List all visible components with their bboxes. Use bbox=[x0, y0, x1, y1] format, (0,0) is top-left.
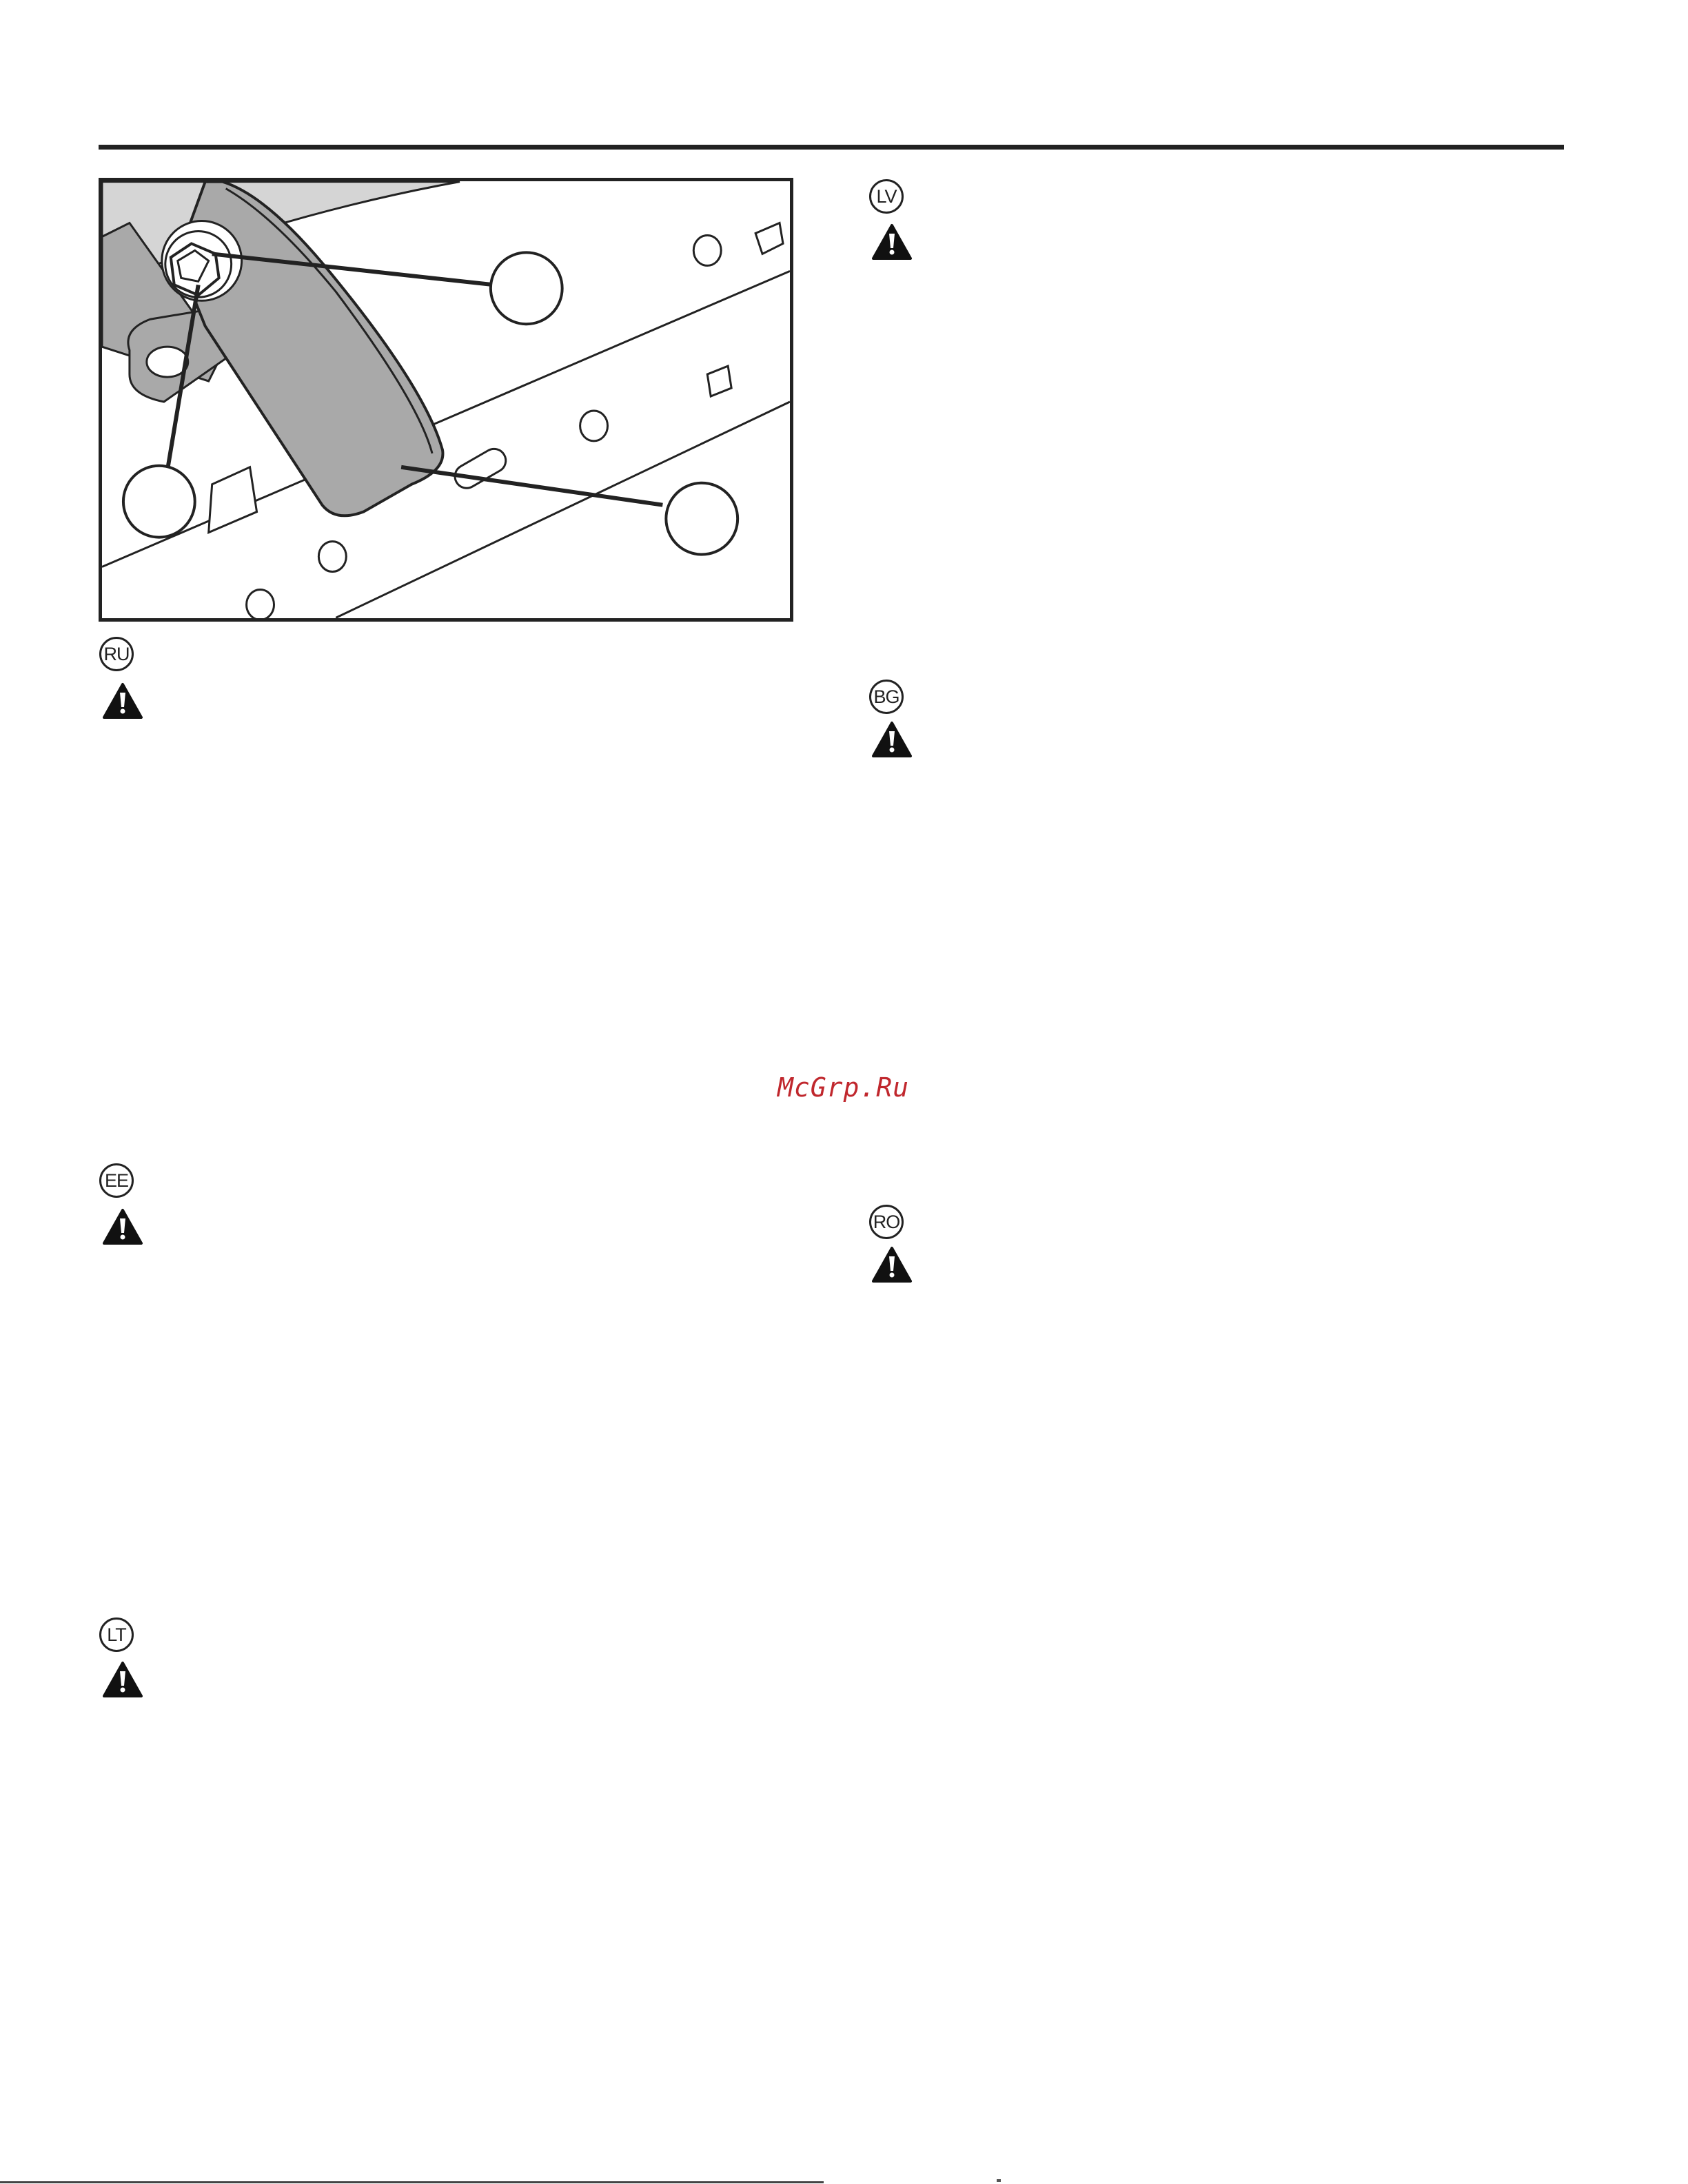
warning-triangle-icon bbox=[871, 223, 913, 261]
callout-circle-bolt bbox=[491, 252, 562, 324]
plate-notch bbox=[209, 467, 257, 533]
language-badge-lv: LV bbox=[869, 179, 904, 214]
language-badge-bg: BG bbox=[869, 680, 904, 714]
language-badge-lt: LT bbox=[99, 1617, 134, 1652]
hole bbox=[693, 235, 721, 265]
bracket-drawing bbox=[102, 181, 790, 618]
hole bbox=[247, 589, 274, 618]
footer-tick bbox=[997, 2179, 1001, 2182]
hole bbox=[318, 542, 346, 572]
watermark-text: McGrp.Ru bbox=[777, 1072, 910, 1103]
warning-triangle-icon bbox=[102, 1661, 143, 1698]
warning-triangle-icon bbox=[871, 1246, 913, 1283]
language-badge-ee: EE bbox=[99, 1163, 134, 1198]
language-badge-ro: RO bbox=[869, 1205, 904, 1239]
callout-circle-nut bbox=[123, 466, 195, 538]
header-rule bbox=[99, 145, 1564, 150]
language-badge-ru: RU bbox=[99, 637, 134, 671]
footer-rule bbox=[0, 2181, 824, 2183]
slot-hole bbox=[451, 445, 510, 492]
warning-triangle-icon bbox=[102, 1208, 143, 1245]
warning-triangle-icon bbox=[871, 721, 913, 758]
part-illustration bbox=[99, 178, 793, 622]
warning-triangle-icon bbox=[102, 682, 143, 720]
leader-line bbox=[401, 467, 662, 505]
callout-circle-bracket bbox=[666, 483, 738, 555]
plate-notch-2 bbox=[755, 223, 783, 254]
hole bbox=[580, 411, 608, 441]
square-hole bbox=[707, 366, 731, 396]
